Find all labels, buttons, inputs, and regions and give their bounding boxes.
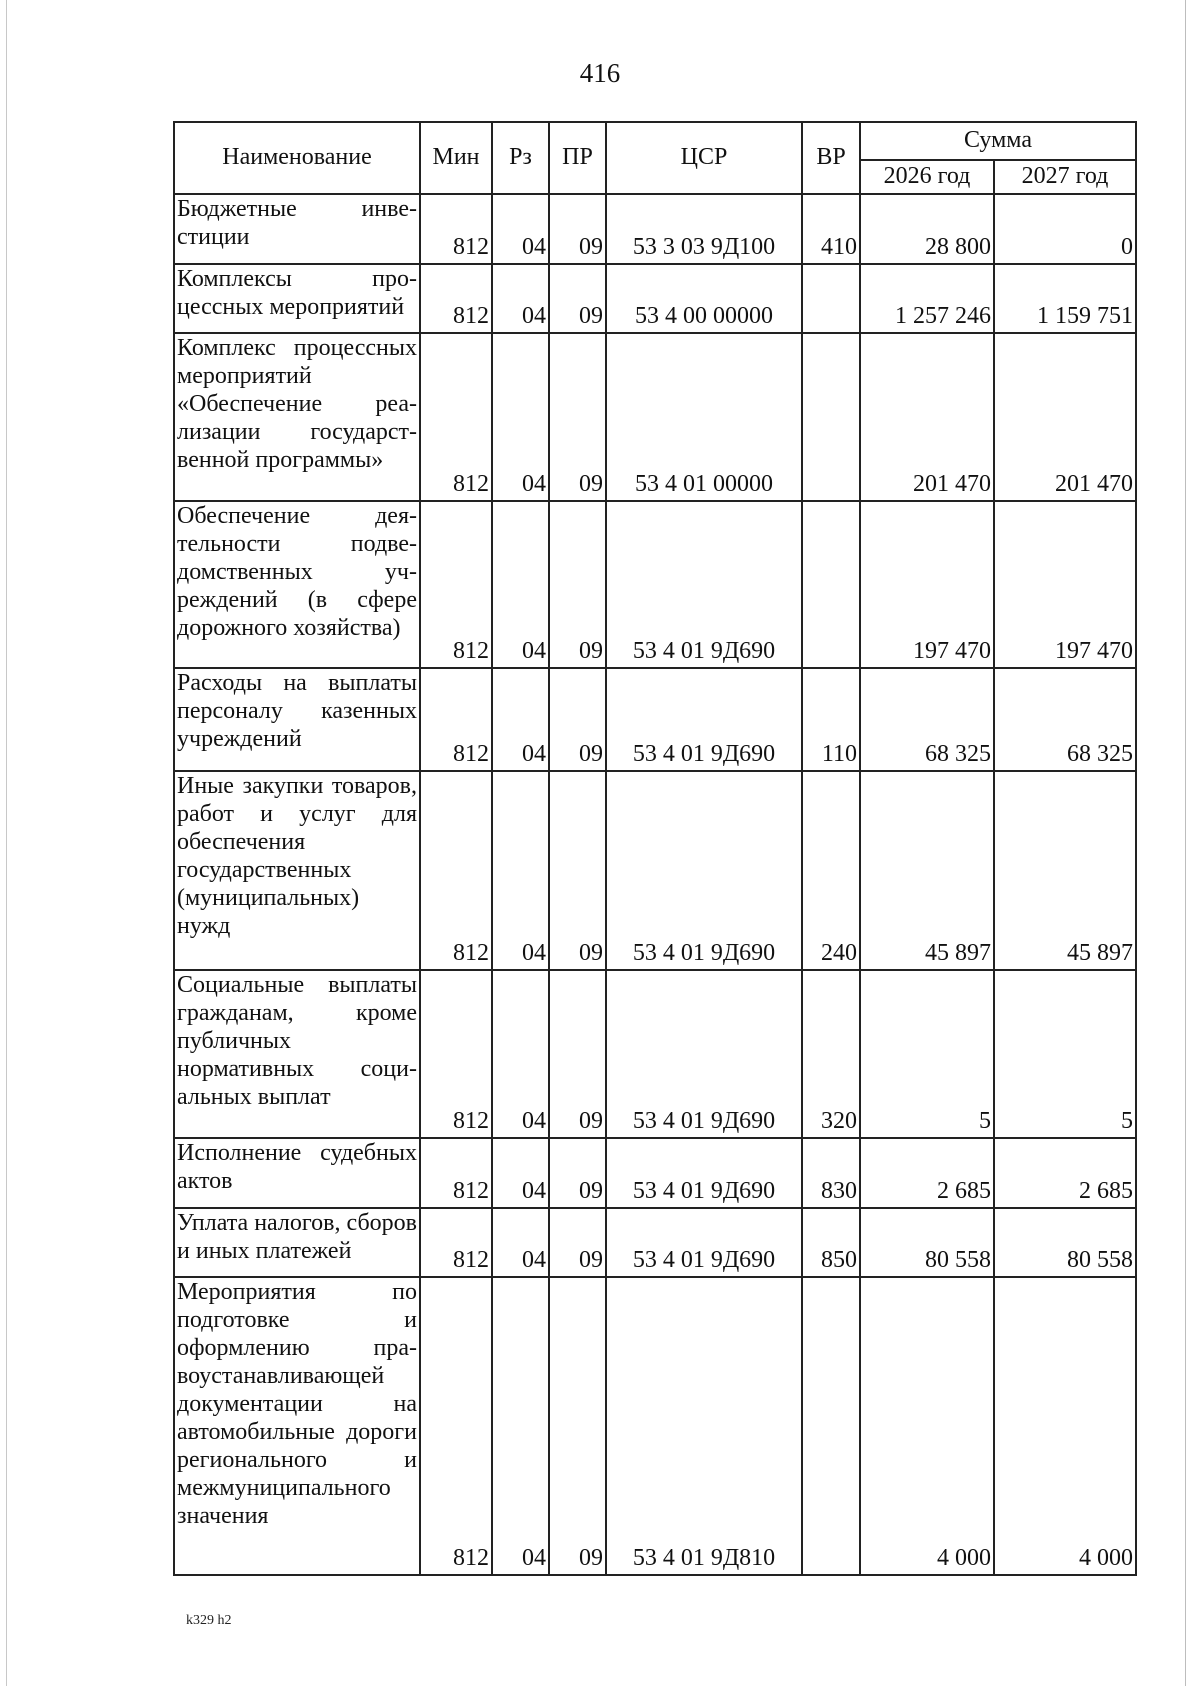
header-rz: Рз (492, 122, 549, 194)
cell-rz: 04 (492, 771, 549, 971)
cell-csr: 53 3 03 9Д100 (606, 194, 802, 264)
cell-csr: 53 4 01 9Д690 (606, 771, 802, 971)
cell-pr: 09 (549, 501, 606, 668)
cell-2026: 28 800 (860, 194, 994, 264)
cell-pr: 09 (549, 333, 606, 500)
cell-csr: 53 4 01 9Д690 (606, 668, 802, 770)
cell-vr: 320 (802, 970, 860, 1137)
header-csr: ЦСР (606, 122, 802, 194)
cell-2026: 45 897 (860, 771, 994, 971)
cell-min: 812 (420, 194, 492, 264)
cell-csr: 53 4 01 00000 (606, 333, 802, 500)
cell-2027: 45 897 (994, 771, 1136, 971)
header-pr: ПР (549, 122, 606, 194)
cell-2027: 2 685 (994, 1138, 1136, 1208)
cell-min: 812 (420, 771, 492, 971)
scan-edge-left (6, 0, 7, 1686)
cell-pr: 09 (549, 1208, 606, 1278)
table-row (174, 970, 1136, 1137)
cell-name: Исполнение судебных актов (174, 1138, 420, 1208)
cell-2027: 201 470 (994, 333, 1136, 500)
budget-table (173, 121, 1137, 1576)
cell-min: 812 (420, 1138, 492, 1208)
header-sum: Сумма (860, 122, 1136, 160)
page-number: 416 (579, 58, 621, 88)
cell-vr (802, 501, 860, 668)
cell-2026: 2 685 (860, 1138, 994, 1208)
cell-vr (802, 1277, 860, 1575)
cell-name: Комплексы процессных мероприятий (174, 264, 420, 334)
cell-2026: 1 257 246 (860, 264, 994, 334)
cell-pr: 09 (549, 1138, 606, 1208)
cell-vr: 110 (802, 668, 860, 770)
cell-vr: 830 (802, 1138, 860, 1208)
cell-vr (802, 333, 860, 500)
cell-csr: 53 4 01 9Д690 (606, 1208, 802, 1278)
cell-2027: 197 470 (994, 501, 1136, 668)
cell-min: 812 (420, 1208, 492, 1278)
cell-name: Социальные выплаты гражданам, кроме публичных нормативных социальных выплат (174, 970, 420, 1137)
cell-rz: 04 (492, 970, 549, 1137)
cell-pr: 09 (549, 1277, 606, 1575)
cell-csr: 53 4 01 9Д690 (606, 501, 802, 668)
cell-rz: 04 (492, 668, 549, 770)
table-row (174, 1208, 1136, 1278)
cell-2027: 80 558 (994, 1208, 1136, 1278)
footer-code: k329 h2 (186, 1613, 232, 1628)
table-row (174, 1138, 1136, 1208)
cell-csr: 53 4 00 00000 (606, 264, 802, 334)
cell-2026: 5 (860, 970, 994, 1137)
cell-min: 812 (420, 264, 492, 334)
header-name: Наименование (174, 122, 420, 194)
header-year-2027: 2027 год (994, 160, 1136, 194)
cell-pr: 09 (549, 970, 606, 1137)
cell-name: Бюджетные инвестиции (174, 194, 420, 264)
cell-min: 812 (420, 501, 492, 668)
cell-name: Обеспечение деятельности подведомственных учреждений (в сфере дорожного хозяйства) (174, 501, 420, 668)
table-row (174, 668, 1136, 770)
cell-2027: 5 (994, 970, 1136, 1137)
cell-rz: 04 (492, 1208, 549, 1278)
cell-csr: 53 4 01 9Д690 (606, 970, 802, 1137)
cell-vr: 850 (802, 1208, 860, 1278)
cell-2027: 1 159 751 (994, 264, 1136, 334)
cell-rz: 04 (492, 194, 549, 264)
cell-vr: 410 (802, 194, 860, 264)
cell-name: Расходы на выплаты персоналу казенных учреждений (174, 668, 420, 770)
cell-2026: 68 325 (860, 668, 994, 770)
table-row (174, 771, 1136, 971)
header-year-2026: 2026 год (860, 160, 994, 194)
cell-csr: 53 4 01 9Д810 (606, 1277, 802, 1575)
cell-min: 812 (420, 333, 492, 500)
table-header (174, 122, 1136, 194)
cell-name: Мероприятия по подготовке и оформлению правоустанавливающей документации на автомобильные дороги регионального и межмуниципального значения (174, 1277, 420, 1575)
table-row (174, 333, 1136, 500)
cell-2027: 68 325 (994, 668, 1136, 770)
cell-pr: 09 (549, 771, 606, 971)
table-row (174, 194, 1136, 264)
header-min: Мин (420, 122, 492, 194)
cell-min: 812 (420, 970, 492, 1137)
cell-rz: 04 (492, 333, 549, 500)
table-row (174, 264, 1136, 334)
cell-name: Иные закупки товаров, работ и услуг для обеспечения государственных (муниципальных) нужд (174, 771, 420, 971)
cell-rz: 04 (492, 264, 549, 334)
table-row (174, 501, 1136, 668)
cell-pr: 09 (549, 264, 606, 334)
cell-2026: 197 470 (860, 501, 994, 668)
cell-vr (802, 264, 860, 334)
cell-2027: 0 (994, 194, 1136, 264)
cell-rz: 04 (492, 1138, 549, 1208)
cell-2026: 80 558 (860, 1208, 994, 1278)
cell-pr: 09 (549, 668, 606, 770)
cell-rz: 04 (492, 1277, 549, 1575)
header-vr: ВР (802, 122, 860, 194)
cell-name: Уплата налогов, сборов и иных платежей (174, 1208, 420, 1278)
cell-2026: 4 000 (860, 1277, 994, 1575)
cell-rz: 04 (492, 501, 549, 668)
cell-2027: 4 000 (994, 1277, 1136, 1575)
cell-min: 812 (420, 668, 492, 770)
cell-csr: 53 4 01 9Д690 (606, 1138, 802, 1208)
cell-2026: 201 470 (860, 333, 994, 500)
cell-min: 812 (420, 1277, 492, 1575)
cell-name: Комплекс процессных мероприятий «Обеспечение реализации государственной программы» (174, 333, 420, 500)
cell-vr: 240 (802, 771, 860, 971)
table-row (174, 1277, 1136, 1575)
table-body (174, 194, 1136, 1575)
cell-pr: 09 (549, 194, 606, 264)
scan-edge-right (1185, 0, 1186, 1686)
